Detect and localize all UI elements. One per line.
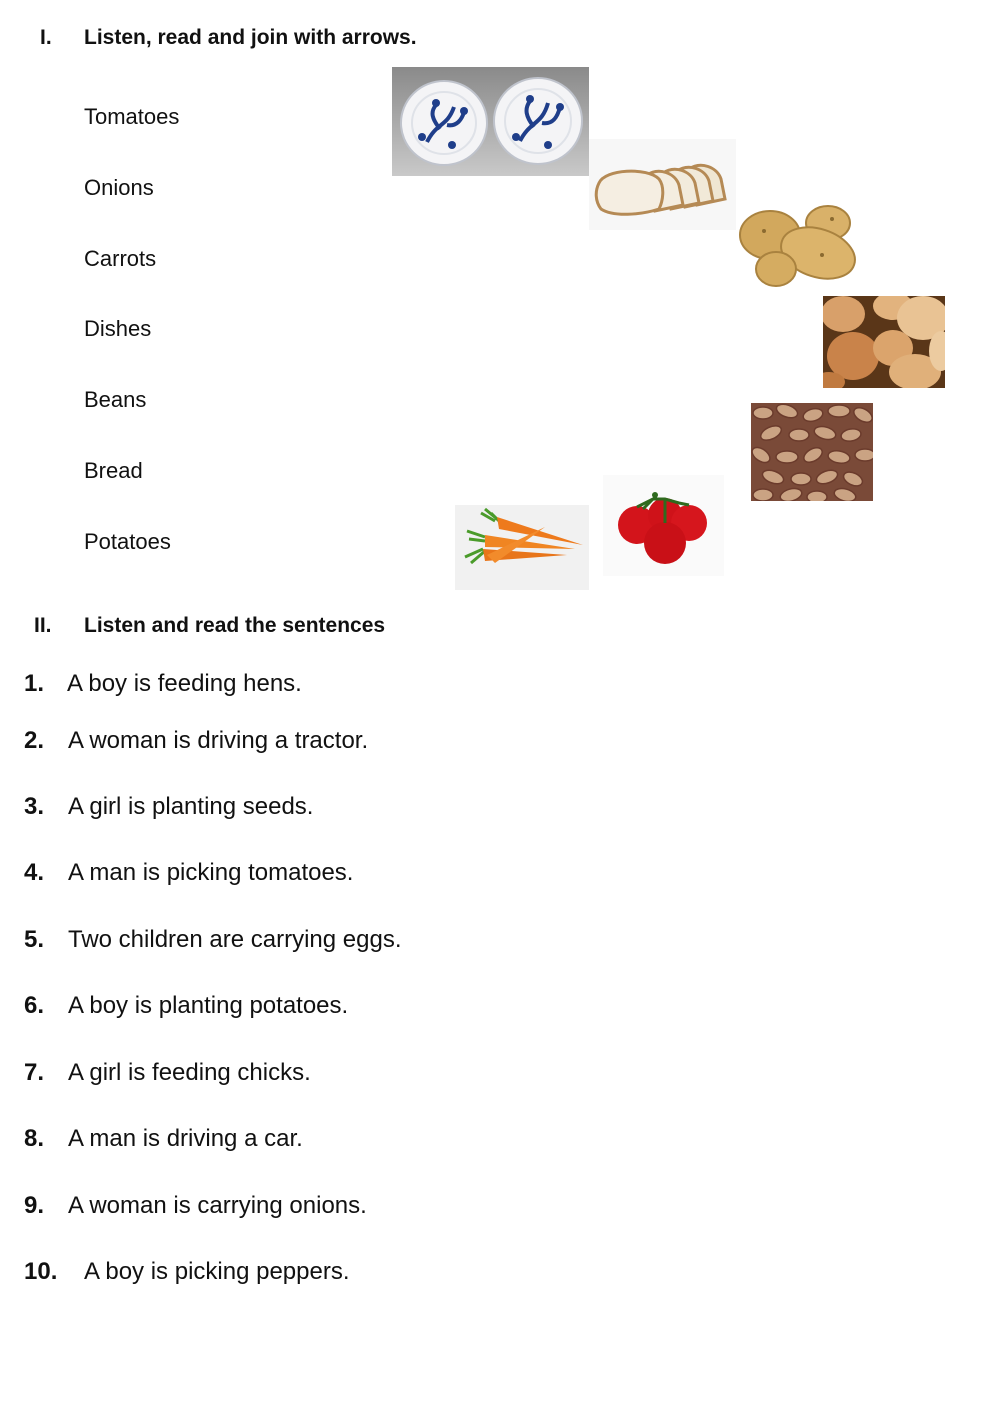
- sentence-text: A woman is driving a tractor.: [68, 727, 369, 754]
- sentence-number: 5.: [24, 926, 45, 953]
- word-dishes[interactable]: Dishes: [84, 316, 152, 341]
- sentence-number: 3.: [24, 793, 45, 820]
- carrots-icon[interactable]: [455, 505, 589, 590]
- dishes-icon[interactable]: [392, 67, 589, 176]
- sentence-number: 4.: [24, 859, 45, 886]
- sentence-text: A girl is feeding chicks.: [68, 1059, 311, 1086]
- word-beans[interactable]: Beans: [84, 387, 147, 412]
- sentence-text: A boy is picking peppers.: [84, 1258, 350, 1285]
- sentence-number: 9.: [24, 1192, 45, 1219]
- word-bread[interactable]: Bread: [84, 458, 143, 483]
- section-2-number: II.: [34, 614, 52, 637]
- sentence-number: 10.: [24, 1258, 58, 1285]
- sentence-text: A girl is planting seeds.: [68, 793, 314, 820]
- sentence-text: A man is picking tomatoes.: [68, 859, 354, 886]
- bread-icon[interactable]: [589, 139, 736, 230]
- word-tomatoes[interactable]: Tomatoes: [84, 104, 180, 129]
- section-1-number: I.: [40, 26, 52, 49]
- sentence-number: 7.: [24, 1059, 45, 1086]
- tomatoes-icon[interactable]: [603, 475, 724, 576]
- word-onions[interactable]: Onions: [84, 175, 154, 200]
- section-2-title: Listen and read the sentences: [84, 614, 386, 637]
- sentence-text: A woman is carrying onions.: [68, 1192, 367, 1219]
- sentence-number: 8.: [24, 1125, 45, 1152]
- onions-icon[interactable]: [823, 296, 945, 388]
- sentence-text: A man is driving a car.: [68, 1125, 303, 1152]
- section-1-title: Listen, read and join with arrows.: [84, 26, 417, 49]
- word-carrots[interactable]: Carrots: [84, 246, 157, 271]
- sentence-number: 6.: [24, 992, 45, 1019]
- sentence-text: A boy is feeding hens.: [67, 670, 302, 697]
- sentence-text: Two children are carrying eggs.: [68, 926, 402, 953]
- sentence-number: 2.: [24, 727, 45, 754]
- potatoes-icon[interactable]: [736, 197, 861, 292]
- beans-icon[interactable]: [751, 403, 873, 501]
- sentence-text: A boy is planting potatoes.: [68, 992, 349, 1019]
- sentence-number: 1.: [24, 670, 45, 697]
- word-potatoes[interactable]: Potatoes: [84, 529, 171, 554]
